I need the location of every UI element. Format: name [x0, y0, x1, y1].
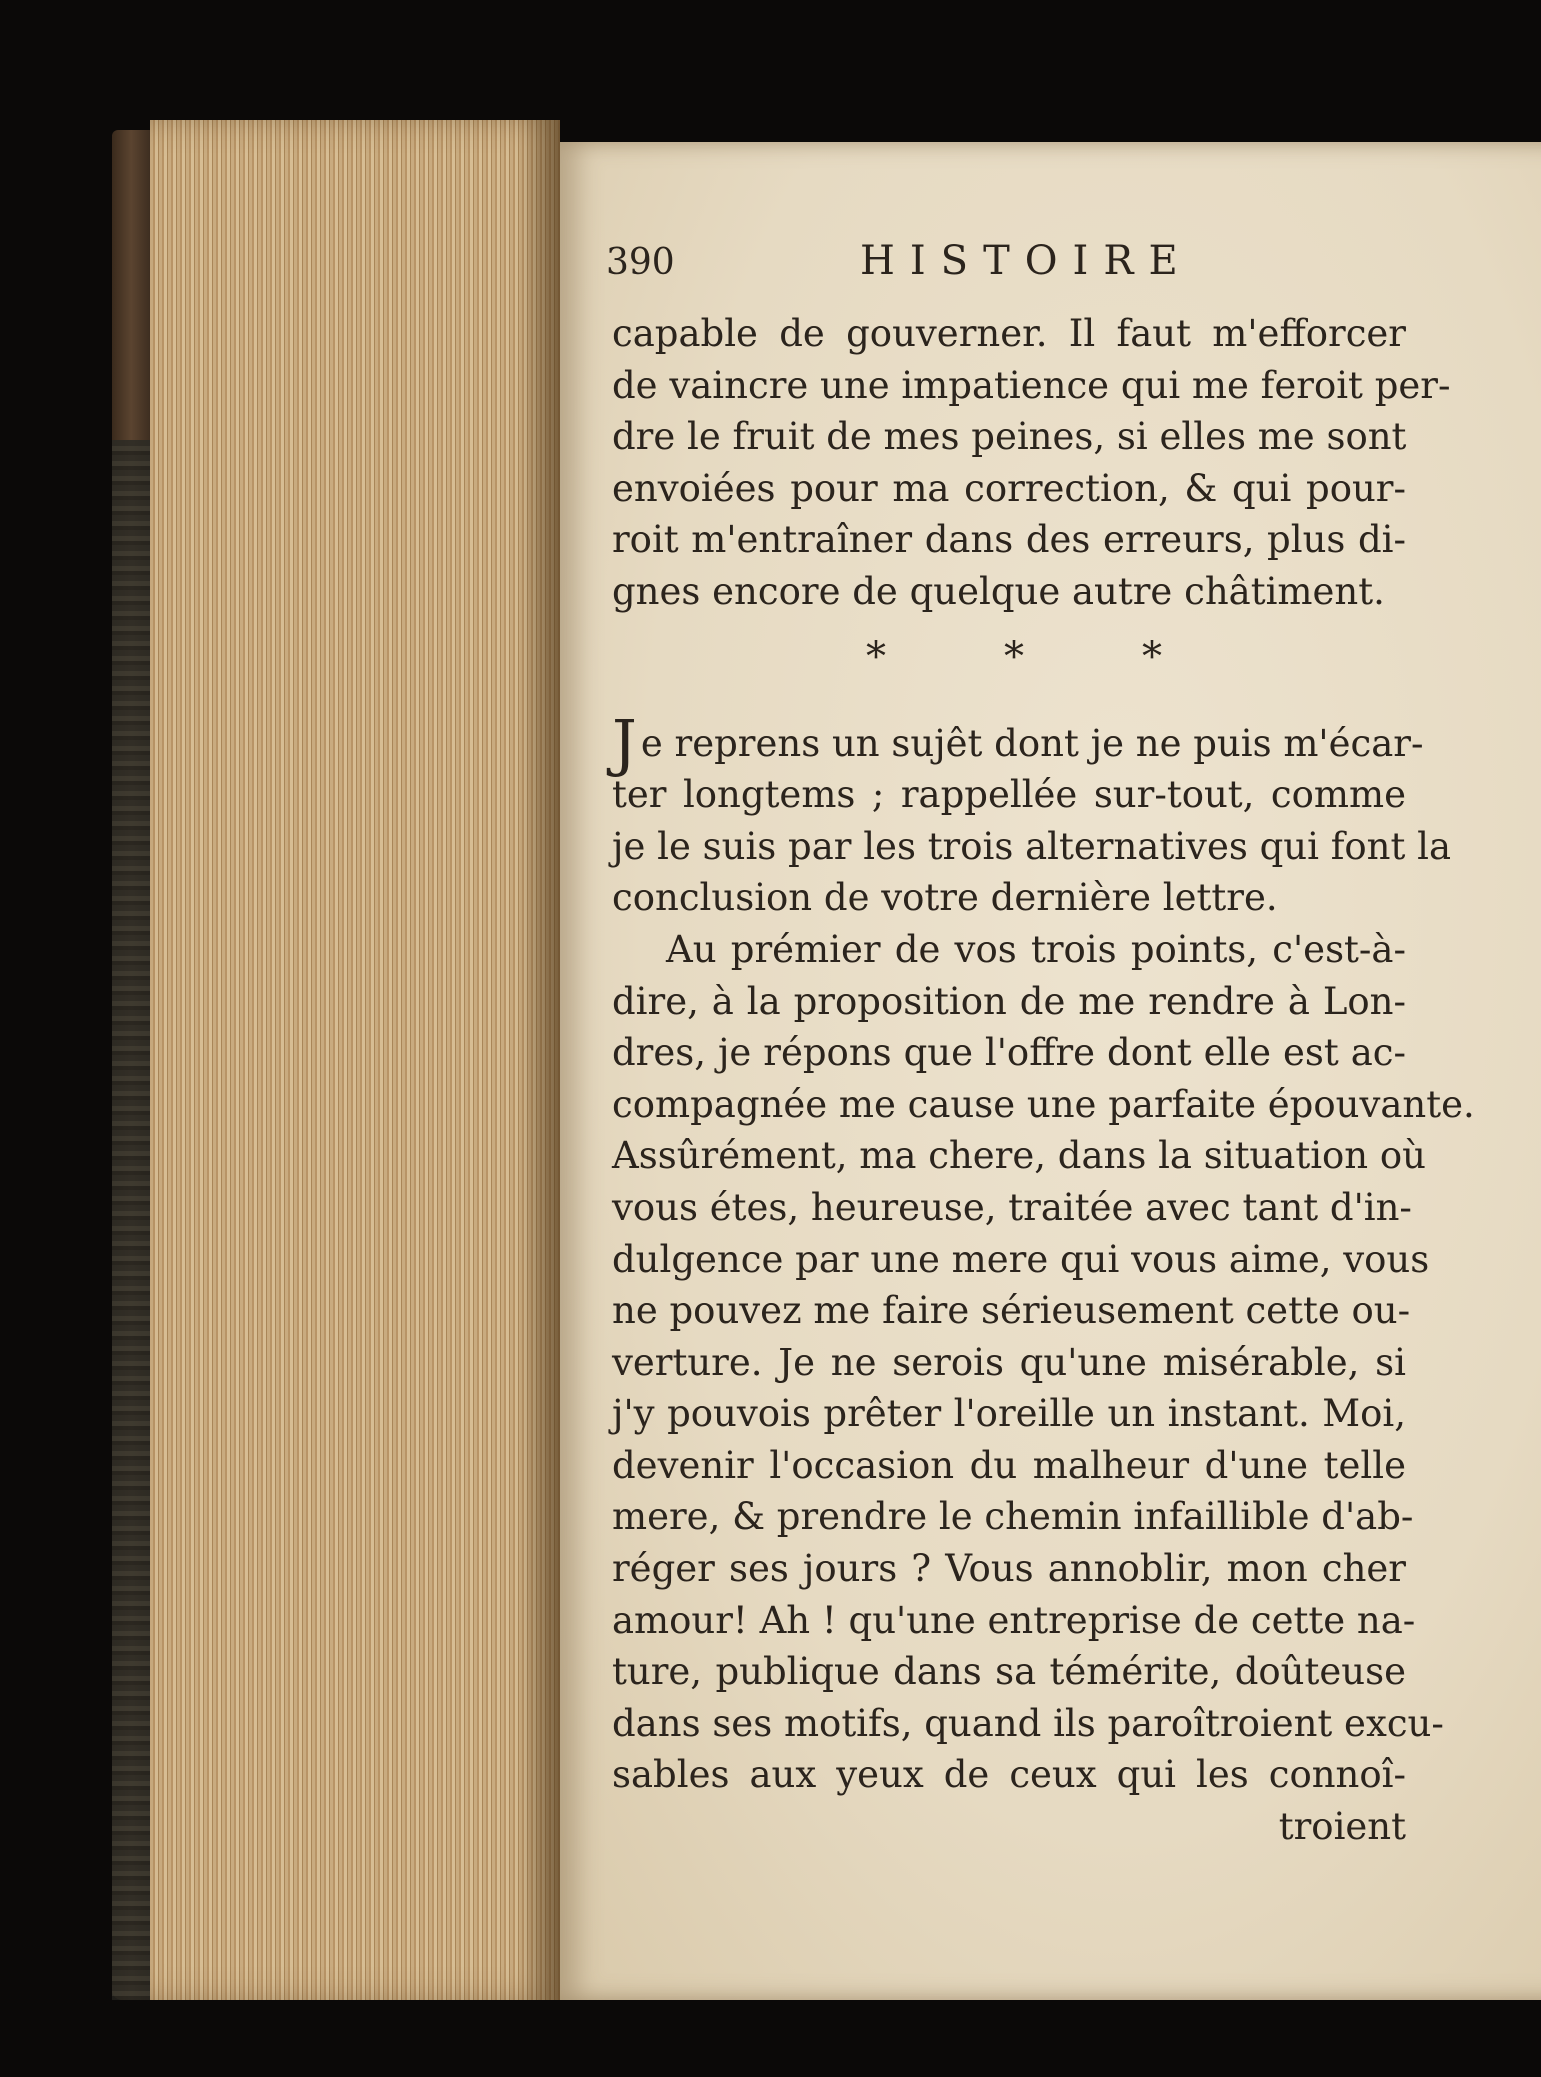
text-line: amour! Ah ! qu'une entreprise de cette na-: [612, 1598, 1416, 1642]
paragraph-1: [612, 308, 1475, 1853]
text-line: ture, publique dans sa témérite, doûteuse: [612, 1650, 1406, 1694]
text-line: devenir l'occasion du malheur d'une telle: [612, 1443, 1406, 1487]
text-line: gnes encore de quelque autre châtiment.: [612, 569, 1385, 613]
text-line: dans ses motifs, quand ils paroîtroient excu-: [612, 1701, 1444, 1745]
text-line: verture. Je ne serois qu'une misérable, si: [612, 1340, 1406, 1384]
text-line: dire, à la proposition de me rendre à Lon-: [612, 979, 1406, 1023]
catchword: troient: [1278, 1805, 1406, 1849]
text-line: Au prémier de vos trois points, c'est-à-: [666, 927, 1406, 971]
text-line: ter longtems ; rappellée sur-tout, comme: [612, 773, 1406, 817]
asterisk: *: [1142, 633, 1162, 680]
text-fragment: e reprens un sujêt dont je ne puis m'écar-: [640, 721, 1424, 765]
asterisk: *: [866, 633, 886, 680]
text-line: Assûrément, ma chere, dans la situation où: [612, 1134, 1426, 1178]
text-line: compagnée me cause une parfaite épouvante.: [612, 1082, 1475, 1126]
text-line: dulgence par une mere qui vous aime, vous: [612, 1237, 1430, 1281]
text-line: j'y pouvois prêter l'oreille un instant. Moi,: [612, 1392, 1406, 1436]
text-line: roit m'entraîner dans des erreurs, plus di-: [612, 518, 1406, 562]
text-line: dre le fruit de mes peines, si elles me sont: [612, 415, 1407, 459]
text-line: vous étes, heureuse, traitée avec tant d'in-: [612, 1185, 1412, 1229]
text-line-with-dropcap: [612, 705, 1424, 779]
page-header: [606, 238, 1206, 288]
drop-cap: J: [612, 705, 637, 779]
text-line: envoiées pour ma correction, & qui pour-: [612, 466, 1406, 510]
text-line: dres, je répons que l'offre dont elle est ac-: [612, 1031, 1406, 1075]
text-line: capable de gouverner. Il faut m'efforcer: [612, 312, 1406, 355]
text-line: sables aux yeux de ceux qui les connoî-: [612, 1753, 1406, 1797]
running-head: HISTOIRE: [860, 238, 1193, 284]
text-line: mere, & prendre le chemin infaillible d'ab-: [612, 1495, 1414, 1539]
text-line: réger ses jours ? Vous annoblir, mon cher: [612, 1547, 1406, 1591]
page-edges: [150, 120, 560, 2000]
text-line: de vaincre une impatience qui me feroit per-: [612, 363, 1451, 407]
text-line: conclusion de votre dernière lettre.: [612, 876, 1278, 920]
section-separator: [622, 630, 1406, 686]
page-number: 390: [606, 242, 675, 283]
text-line: je le suis par les trois alternatives qui font la: [612, 824, 1452, 868]
asterisk: *: [1004, 633, 1024, 680]
text-line: ne pouvez me faire sérieusement cette ou-: [612, 1289, 1411, 1333]
